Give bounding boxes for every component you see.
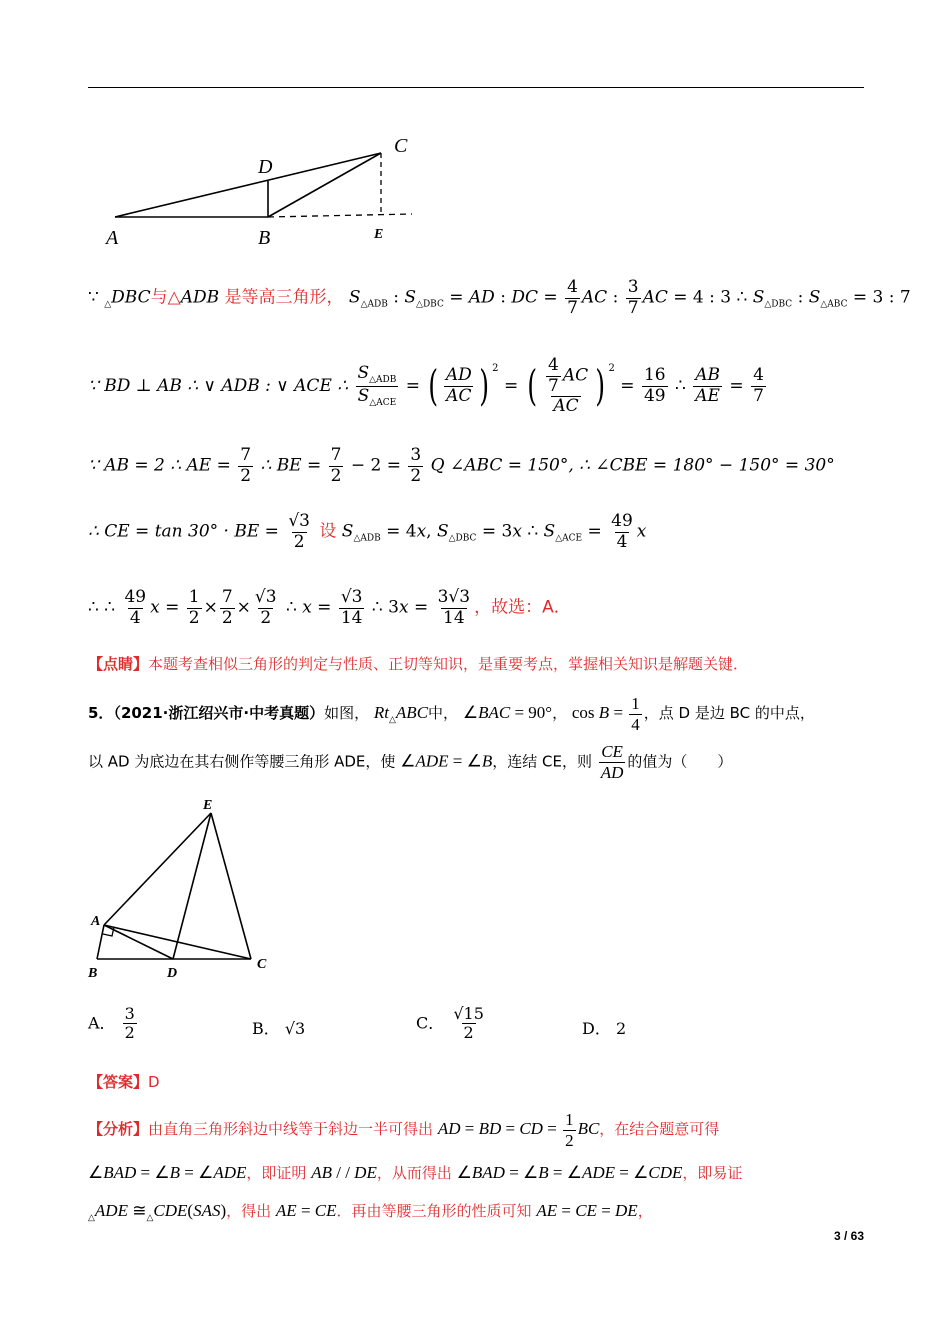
label-b: B xyxy=(88,966,98,981)
segment-bc xyxy=(268,153,381,217)
option-c[interactable]: C． $\frac{√15}{2}$ xyxy=(416,1004,484,1043)
label-d: D xyxy=(258,156,273,178)
page-number: 3 / 63 xyxy=(833,1229,864,1243)
option-b[interactable]: B． √3 xyxy=(252,1019,306,1038)
answer-line: 【答案】D xyxy=(88,1073,160,1091)
figure-triangle-abc-1 xyxy=(100,128,430,253)
header-rule xyxy=(88,87,864,88)
comment-line: 【点睛】本题考查相似三角形的判定与性质、正切等知识，是重要考点，掌握相关知识是解题关键． xyxy=(88,655,749,673)
question-5-line-1: 5．（2021·浙江绍兴市·中考真题）如图， $Rt_\triangle ABC$中， ∠BAC = 90°， cos B = $\frac{1}{4}$ ，点 D 是边 BC 的中点， xyxy=(88,694,815,734)
solution-line-3: ∵ AB = 2 ∴ AE = $\frac{7}{2}$ ∴ BE = $\frac{7}{2}$ − 2 = $\frac{3}{2}$ Q ∠ABC = 150°, ∴ ∠CBE = 180° − 150° = 30° xyxy=(88,445,835,486)
figure-triangle-abc-2 xyxy=(85,795,285,985)
segment-ac xyxy=(115,153,381,217)
label-e: E xyxy=(203,798,213,813)
option-d[interactable]: D． 2 xyxy=(582,1019,627,1038)
label-a: A xyxy=(91,914,101,929)
option-a[interactable]: A． $\frac{3}{2}$ xyxy=(88,1004,135,1043)
label-b: B xyxy=(258,227,271,249)
label-a: A xyxy=(106,227,119,249)
segment-be-dashed xyxy=(268,214,412,217)
question-number: 5． xyxy=(88,703,114,722)
solution-line-2: ∵ BD ⊥ AB ∴ ∨ ADB : ∨ ACE ∴ $\frac{S_{\triangle ADB}}{S_{\triangle ACE}}$ = ( $\frac{AD}{AC}$ ) $^2$ = ( $\frac{4}{7}$ AC AC ) $^2$ = $\frac{16}{49}$ ∴ $\frac{AB}{AE}$ = $\frac{4}{7}$ xyxy=(88,355,764,417)
question-source: （2021·浙江绍兴市·中考真题） xyxy=(113,703,325,722)
solution-line-5: ∴ ∴ $\frac{49}{4}$ x = $\frac{1}{2}$ × $\frac{7}{2}$ × $\frac{√3}{2}$ ∴ x = $\frac{√3}{14}$ ∴ 3x = $\frac{3√3}{14}$ ，故选：A． xyxy=(88,587,571,628)
question-5-line-2: 以 AD 为底边在其右侧作等腰三角形 ADE，使 ∠ADE = ∠B，连结 CE，则 $\frac{CE}{AD}$ 的值为（ ） xyxy=(88,742,733,782)
analysis-line-3: $_\triangle$ADE $≅_\triangle CDE(SAS)$，得出 AE = CE．再由等腰三角形的性质可知 AE = CE = DE， xyxy=(88,1201,653,1222)
label-c: C xyxy=(257,957,267,972)
analysis-line-1: 【分析】由直角三角形斜边中线等于斜边一半可得出 AD = BD = CD = $\frac{1}{2}$ BC，在结合题意可得 xyxy=(88,1110,720,1150)
label-e: E xyxy=(374,227,384,242)
label-c: C xyxy=(394,135,408,157)
solution-line-4: ∴ CE = tan 30° · BE = $\frac{√3}{2}$ 设 $S_{\triangle ADB} = 4x$, $S_{\triangle DBC} = 3x$ ∴ $S_{\triangle ACE}$ = $\frac{49}{4}$ x xyxy=(88,511,647,552)
label-d: D xyxy=(167,966,178,981)
solution-line-1: ∵ $_\triangle$DBC与△ADB 是等高三角形， $S_{\triangle ADB}$ : $S_{\triangle DBC}$ = AD : DC = $\frac{4}{7}$ AC : $\frac{3}{7}$ AC = 4 : 3 ∴ $S_{\triangle DBC}$ : $S_{\triangle ABC} = 3$ : 7 xyxy=(88,277,911,318)
analysis-line-2: ∠BAD = ∠B = ∠ADE，即证明 AB / / DE，从而得出 ∠BAD = ∠B = ∠ADE = ∠CDE，即易证 xyxy=(88,1163,743,1182)
